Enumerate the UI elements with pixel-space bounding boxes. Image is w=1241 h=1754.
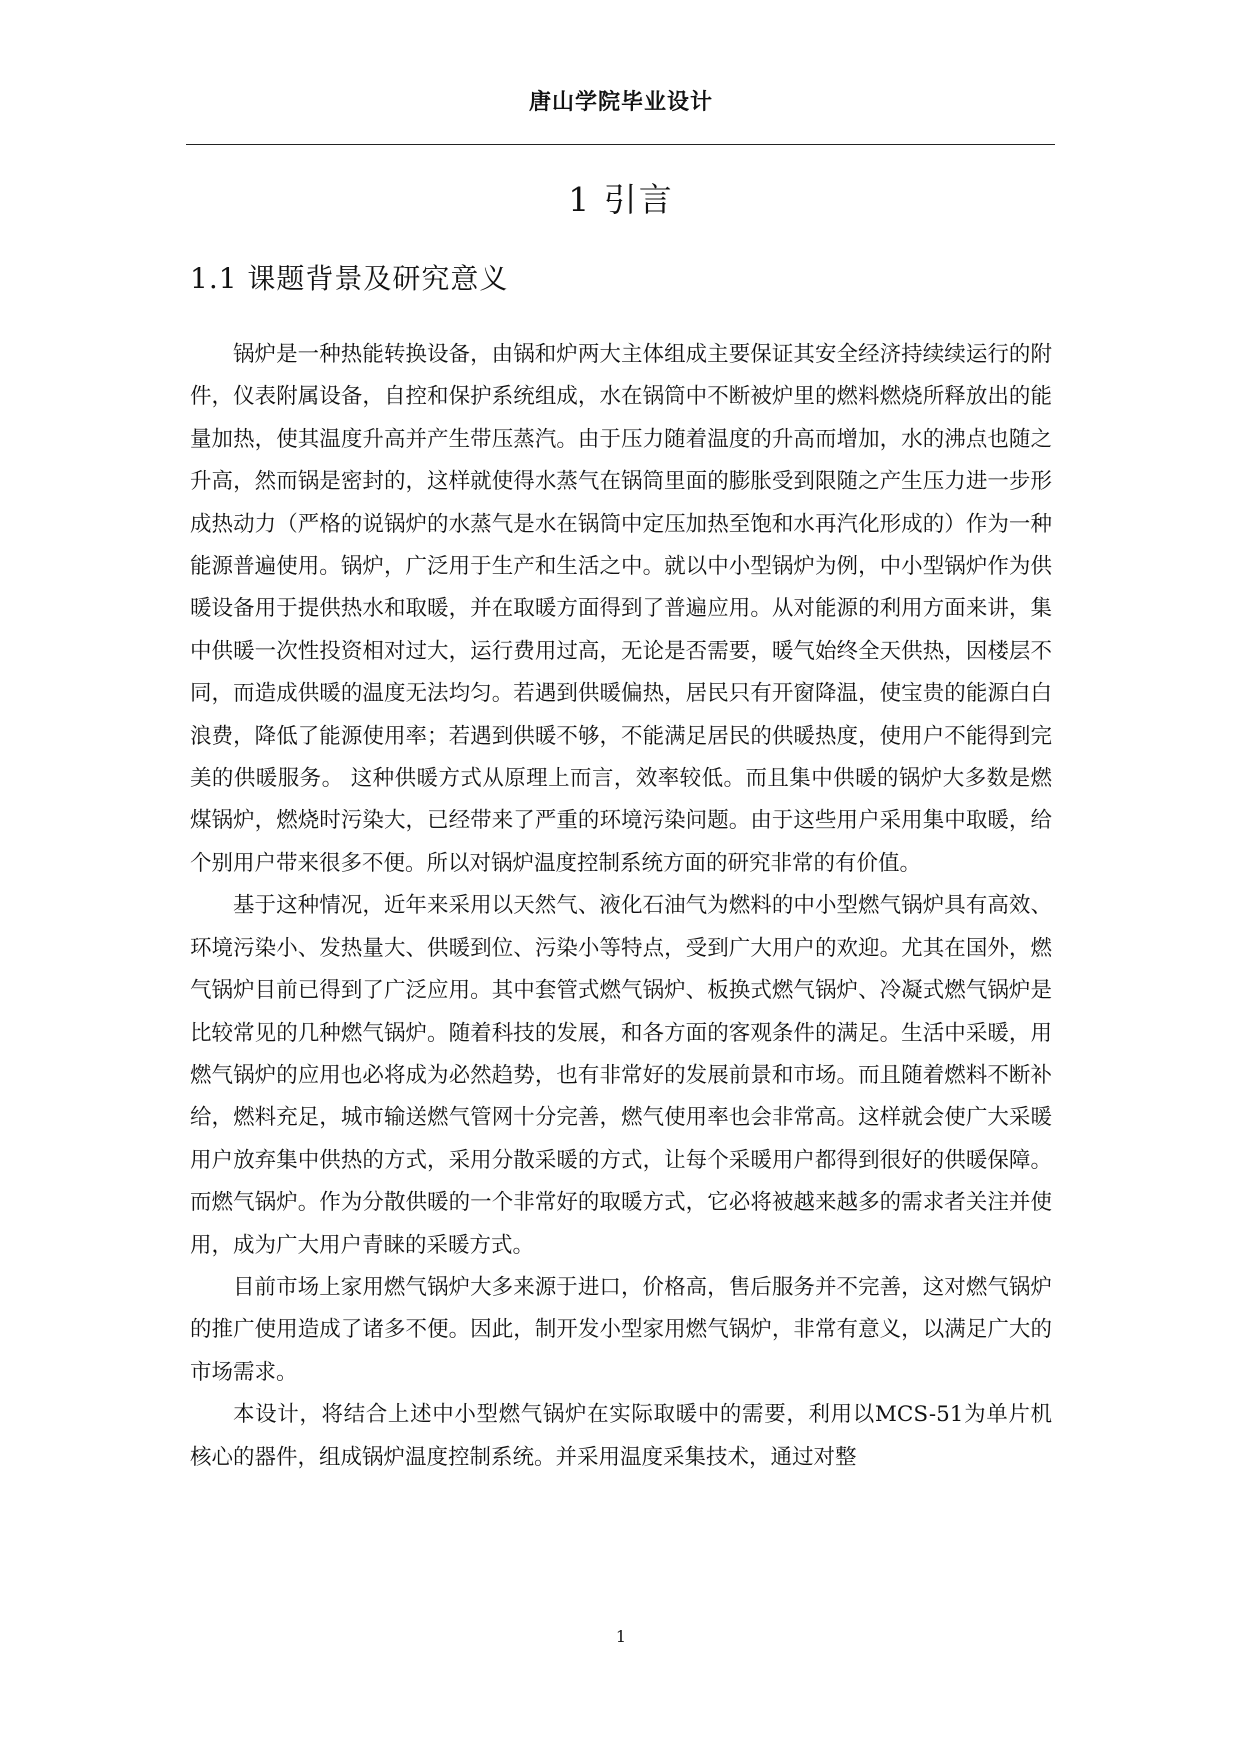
running-header: 唐山学院毕业设计: [528, 90, 713, 115]
page-number: 1: [615, 1627, 627, 1646]
paragraph: 本设计，将结合上述中小型燃气锅炉在实际取暖中的需要，利用以MCS-51为单片机核心的器件，组成锅炉温度控制系统。并采用温度采集技术，通过对整: [190, 1402, 1052, 1470]
section-title: 1.1 课题背景及研究意义: [190, 262, 509, 295]
body-text: [190, 334, 1052, 1479]
paragraph: 锅炉是一种热能转换设备，由锅和炉两大主体组成主要保证其安全经济持续续运行的附件，仪表附属设备，自控和保护系统组成，水在锅筒中不断被炉里的燃料燃烧所释放出的能量加热，使其温度升高并产生带压蒸汽。由于压力随着温度的升高而增加，水的沸点也随之升高，然而锅是密封的，这样就使得水蒸气在锅筒里面的膨胀受到限随之产生压力进一步形成热动力（严格的说锅炉的水蒸气是水在锅筒中定压加热至饱和水再汽化形成的）作为一种能源普遍使用。锅炉，广泛用于生产和生活之中。就以中小型锅炉为例，中小型锅炉作为供暖设备用于提供热水和取暖，并在取暖方面得到了普遍应用。从对能源的利用方面来讲，集中供暖一次性投资相对过大，运行费用过高，无论是否需要，暖气始终全天供热，因楼层不同，而造成供暖的温度无法均匀。若遇到供暖偏热，居民只有开窗降温，使宝贵的能源白白浪费，降低了能源使用率；若遇到供暖不够，不能满足居民的供暖热度，使用户不能得到完美的供暖服务。 这种供暖方式从原理上而言，效率较低。而且集中供暖的锅炉大多数是燃煤锅炉，燃烧时污染大，已经带来了严重的环境污染问题。由于这些用户采用集中取暖，给个别用户带来很多不便。所以对锅炉温度控制系统方面的研究非常的有价值。: [190, 342, 1052, 876]
paragraph: 基于这种情况，近年来采用以天然气、液化石油气为燃料的中小型燃气锅炉具有高效、环境污染小、发热量大、供暖到位、污染小等特点，受到广大用户的欢迎。尤其在国外，燃气锅炉目前已得到了广泛应用。其中套管式燃气锅炉、板换式燃气锅炉、冷凝式燃气锅炉是比较常见的几种燃气锅炉。随着科技的发展，和各方面的客观条件的满足。生活中采暖，用燃气锅炉的应用也必将成为必然趋势，也有非常好的发展前景和市场。而且随着燃料不断补给，燃料充足，城市输送燃气管网十分完善，燃气使用率也会非常高。这样就会使广大采暖用户放弃集中供热的方式，采用分散采暖的方式，让每个采暖用户都得到很好的供暖保障。而燃气锅炉。作为分散供暖的一个非常好的取暖方式，它必将被越来越多的需求者关注并使用，成为广大用户青睐的采暖方式。: [190, 893, 1052, 1258]
chapter-title: 1 引言: [568, 180, 674, 219]
paragraph: 目前市场上家用燃气锅炉大多来源于进口，价格高，售后服务并不完善，这对燃气锅炉的推广使用造成了诸多不便。因此，制开发小型家用燃气锅炉，非常有意义，以满足广大的市场需求。: [190, 1274, 1052, 1385]
header-divider: [186, 144, 1055, 145]
